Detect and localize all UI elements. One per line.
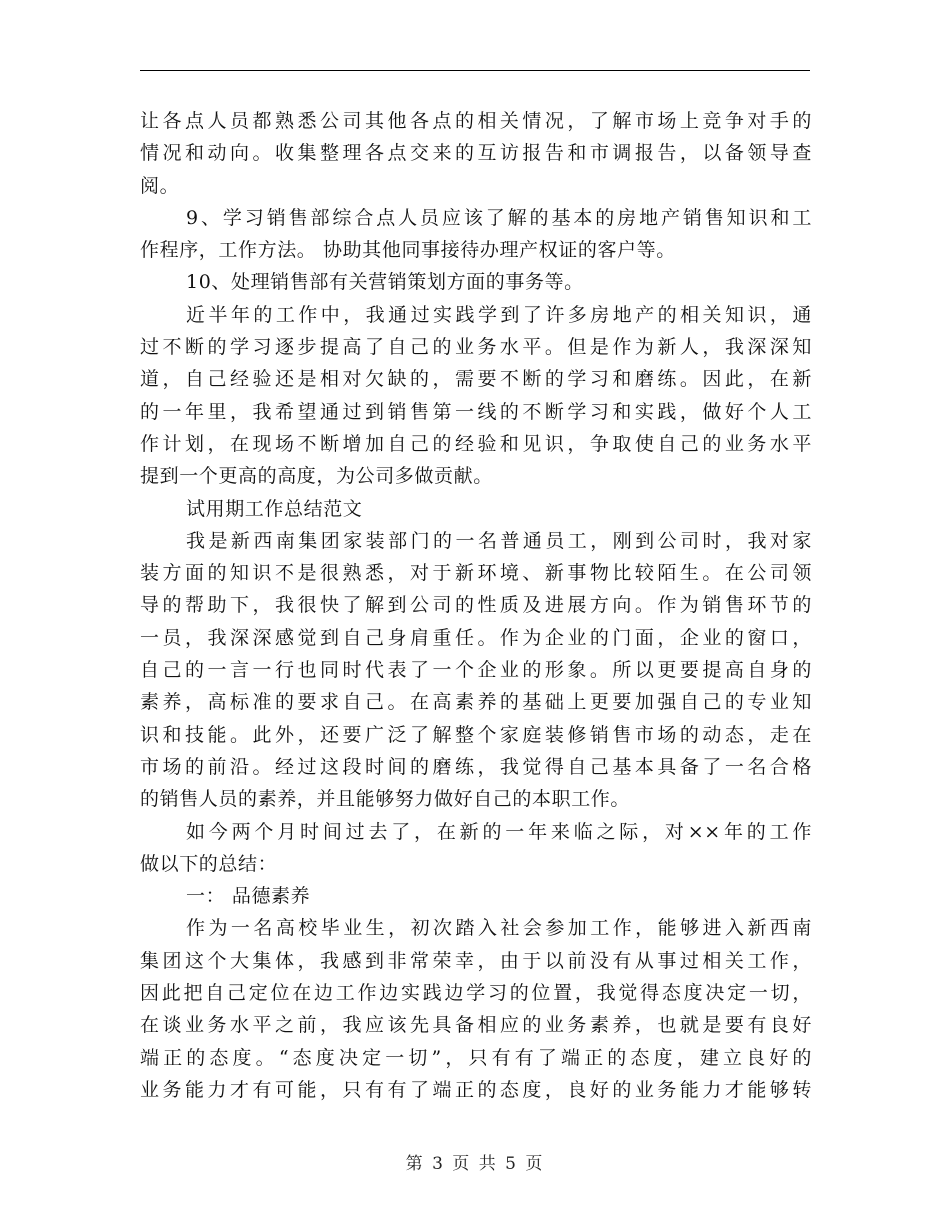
text-line: 10、处理销售部有关营销策划方面的事务等。 xyxy=(186,271,584,294)
text-line: 自己的一言一行也同时代表了一个企业的形象。所以更要提高自身的 xyxy=(140,659,812,682)
text-line: 市场的前沿。经过这段时间的磨练，我觉得自己基本具备了一名合格 xyxy=(140,755,812,778)
text-line: 如今两个月时间过去了，在新的一年来临之际，对××年的工作 xyxy=(186,820,812,843)
document-body xyxy=(140,105,812,1106)
text-line: 因此把自己定位在边工作边实践边学习的位置，我觉得态度决定一切， xyxy=(140,982,812,1005)
text-line: 作程序，工作方法。 协助其他同事接待办理产权证的客户等。 xyxy=(140,239,676,262)
text-line: 一员，我深深感觉到自己身肩重任。作为企业的门面，企业的窗口， xyxy=(140,626,812,649)
text-line: 作为一名高校毕业生，初次踏入社会参加工作，能够进入新西南 xyxy=(186,917,812,940)
text-line: 的一年里，我希望通过到销售第一线的不断学习和实践，做好个人工 xyxy=(140,400,812,423)
text-line: 在谈业务水平之前，我应该先具备相应的业务素养，也就是要有良好 xyxy=(140,1014,812,1037)
text-line: 9、学习销售部综合点人员应该了解的基本的房地产销售知识和工 xyxy=(186,206,812,229)
text-line: 导的帮助下，我很快了解到公司的性质及进展方向。作为销售环节的 xyxy=(140,594,812,617)
text-line: 试用期工作总结范文 xyxy=(186,497,363,520)
text-line: 近半年的工作中，我通过实践学到了许多房地产的相关知识，通 xyxy=(186,303,812,326)
text-line: 的销售人员的素养，并且能够努力做好自己的本职工作。 xyxy=(140,788,631,811)
text-line: 提到一个更高的高度，为公司多做贡献。 xyxy=(140,465,493,488)
text-line: 阅。 xyxy=(140,174,180,197)
text-line: 道，自己经验还是相对欠缺的，需要不断的学习和磨练。因此，在新 xyxy=(140,368,812,391)
text-line: 端正的态度。“态度决定一切”，只有有了端正的态度，建立良好的 xyxy=(140,1046,812,1069)
page-footer: 第 3 页 共 5 页 xyxy=(405,1154,545,1174)
text-line: 业务能力才有可能，只有有了端正的态度，良好的业务能力才能够转 xyxy=(140,1078,812,1101)
text-line: 集团这个大集体，我感到非常荣幸，由于以前没有从事过相关工作， xyxy=(140,949,812,972)
text-line: 作计划，在现场不断增加自己的经验和见识，争取使自己的业务水平 xyxy=(140,432,812,455)
text-line: 做以下的总结： xyxy=(140,852,278,875)
text-line: 一： 品德素养 xyxy=(186,885,311,908)
text-line: 过不断的学习逐步提高了自己的业务水平。但是作为新人，我深深知 xyxy=(140,336,812,359)
text-line: 让各点人员都熟悉公司其他各点的相关情况，了解市场上竞争对手的 xyxy=(140,110,812,132)
text-line: 素养，高标准的要求自己。在高素养的基础上更要加强自己的专业知 xyxy=(140,691,812,714)
text-line: 装方面的知识不是很熟悉，对于新环境、新事物比较陌生。在公司领 xyxy=(140,562,812,585)
text-line: 识和技能。此外，还要广泛了解整个家庭装修销售市场的动态，走在 xyxy=(140,723,812,746)
text-line: 我是新西南集团家装部门的一名普通员工，刚到公司时，我对家 xyxy=(186,529,812,552)
text-line: 情况和动向。收集整理各点交来的互访报告和市调报告，以备领导查 xyxy=(140,142,812,165)
header-rule xyxy=(140,70,810,71)
